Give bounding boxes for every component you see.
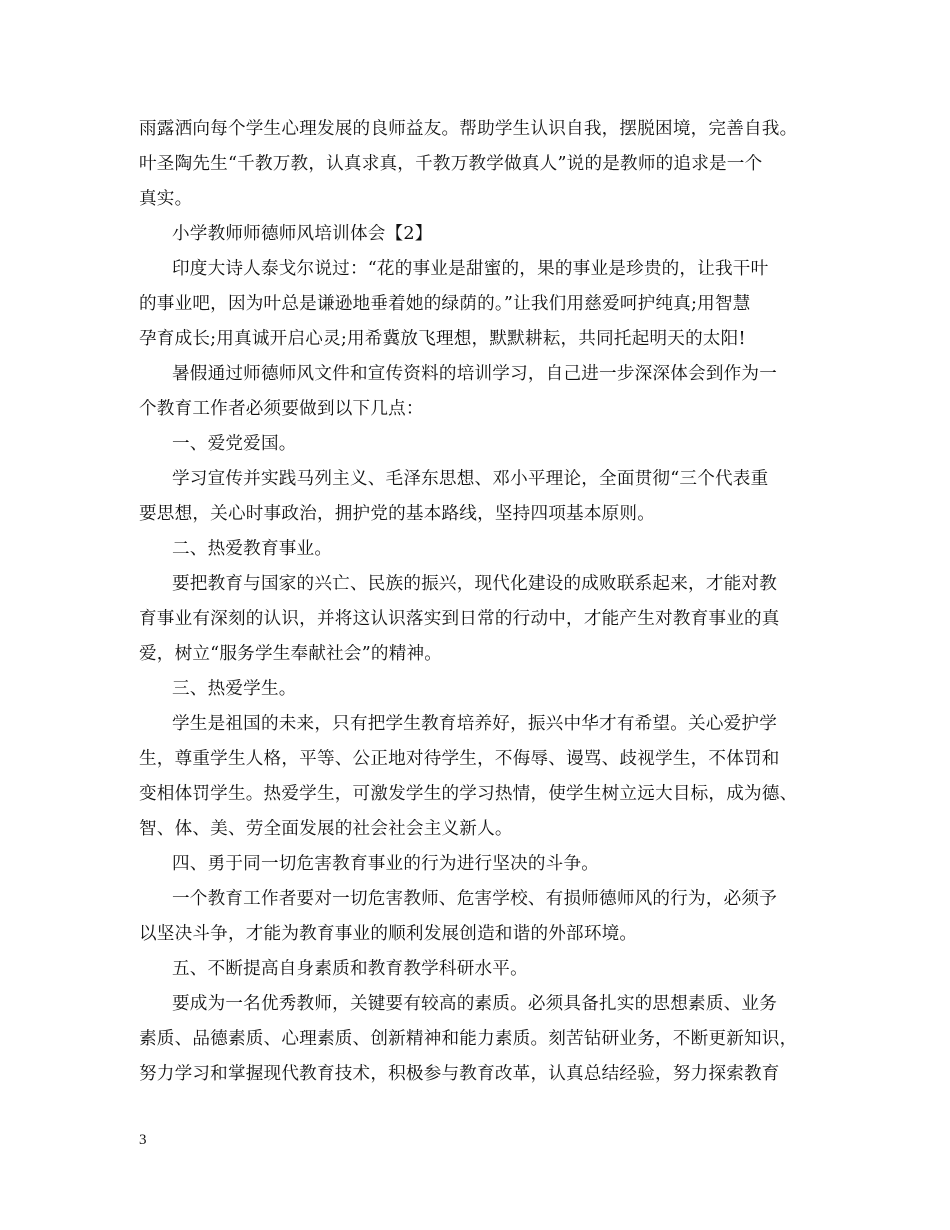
text-line: 二、热爱教育事业。	[172, 539, 333, 559]
text-line: 雨露洒向每个学生心理发展的良师益友。帮助学生认识自我，摆脱困境，完善自我。	[139, 119, 798, 139]
text-line: 叶圣陶先生“千教万教，认真求真，千教万教学做真人”说的是教师的追求是一个	[139, 154, 763, 174]
text-line: 印度大诗人泰戈尔说过：“花的事业是甜蜜的，果的事业是珍贵的，让我干叶	[172, 259, 769, 279]
text-line: 的事业吧，因为叶总是谦逊地垂着她的绿荫的。”让我们用慈爱呵护纯真;用智慧	[139, 294, 751, 314]
text-line: 四、勇于同一切危害教育事业的行为进行坚决的斗争。	[172, 854, 600, 874]
text-line: 育事业有深刻的认识，并将这认识落实到日常的行动中，才能产生对教育事业的真	[139, 609, 780, 629]
text-line: 要思想，关心时事政治，拥护党的基本路线，坚持四项基本原则。	[139, 504, 656, 524]
text-line: 要把教育与国家的兴亡、民族的振兴，现代化建设的成败联系起来，才能对教	[172, 574, 777, 594]
text-line: 暑假通过师德师风文件和宣传资料的培训学习，自己进一步深深体会到作为一	[172, 364, 777, 384]
text-line: 学习宣传并实践马列主义、毛泽东思想、邓小平理论，全面贯彻“三个代表重	[172, 469, 769, 489]
text-line: 要成为一名优秀教师，关键要有较高的素质。必须具备扎实的思想素质、业务	[172, 994, 777, 1014]
text-line: 一、爱党爱国。	[172, 434, 297, 454]
text-line: 小学教师师德师风培训体会【2】	[172, 224, 433, 244]
text-line: 变相体罚学生。热爱学生，可激发学生的学习热情，使学生树立远大目标，成为德、	[139, 784, 798, 804]
text-line: 努力学习和掌握现代教育技术，积极参与教育改革，认真总结经验，努力探索教育	[139, 1064, 780, 1084]
text-line: 三、热爱学生。	[172, 679, 297, 699]
text-line: 五、不断提高自身素质和教育教学科研水平。	[172, 959, 528, 979]
page-number: 3	[139, 1132, 147, 1148]
text-line: 以坚决斗争，才能为教育事业的顺利发展创造和谐的外部环境。	[139, 924, 638, 944]
text-line: 生，尊重学生人格，平等、公正地对待学生，不侮辱、谩骂、歧视学生，不体罚和	[139, 749, 780, 769]
text-line: 孕育成长;用真诚开启心灵;用希冀放飞理想，默默耕耘，共同托起明天的太阳!	[139, 329, 746, 349]
text-line: 智、体、美、劳全面发展的社会社会主义新人。	[139, 819, 513, 839]
document-body	[139, 112, 827, 1092]
text-line: 素质、品德素质、心理素质、创新精神和能力素质。刻苦钻研业务，不断更新知识，	[139, 1029, 798, 1049]
text-line: 一个教育工作者要对一切危害教师、危害学校、有损师德师风的行为，必须予	[172, 889, 777, 909]
text-line: 爱，树立“服务学生奉献社会”的精神。	[139, 644, 443, 664]
text-line: 真实。	[139, 189, 193, 209]
text-line: 学生是祖国的未来，只有把学生教育培养好，振兴中华才有希望。关心爱护学	[172, 714, 777, 734]
text-line: 个教育工作者必须要做到以下几点：	[139, 399, 424, 419]
